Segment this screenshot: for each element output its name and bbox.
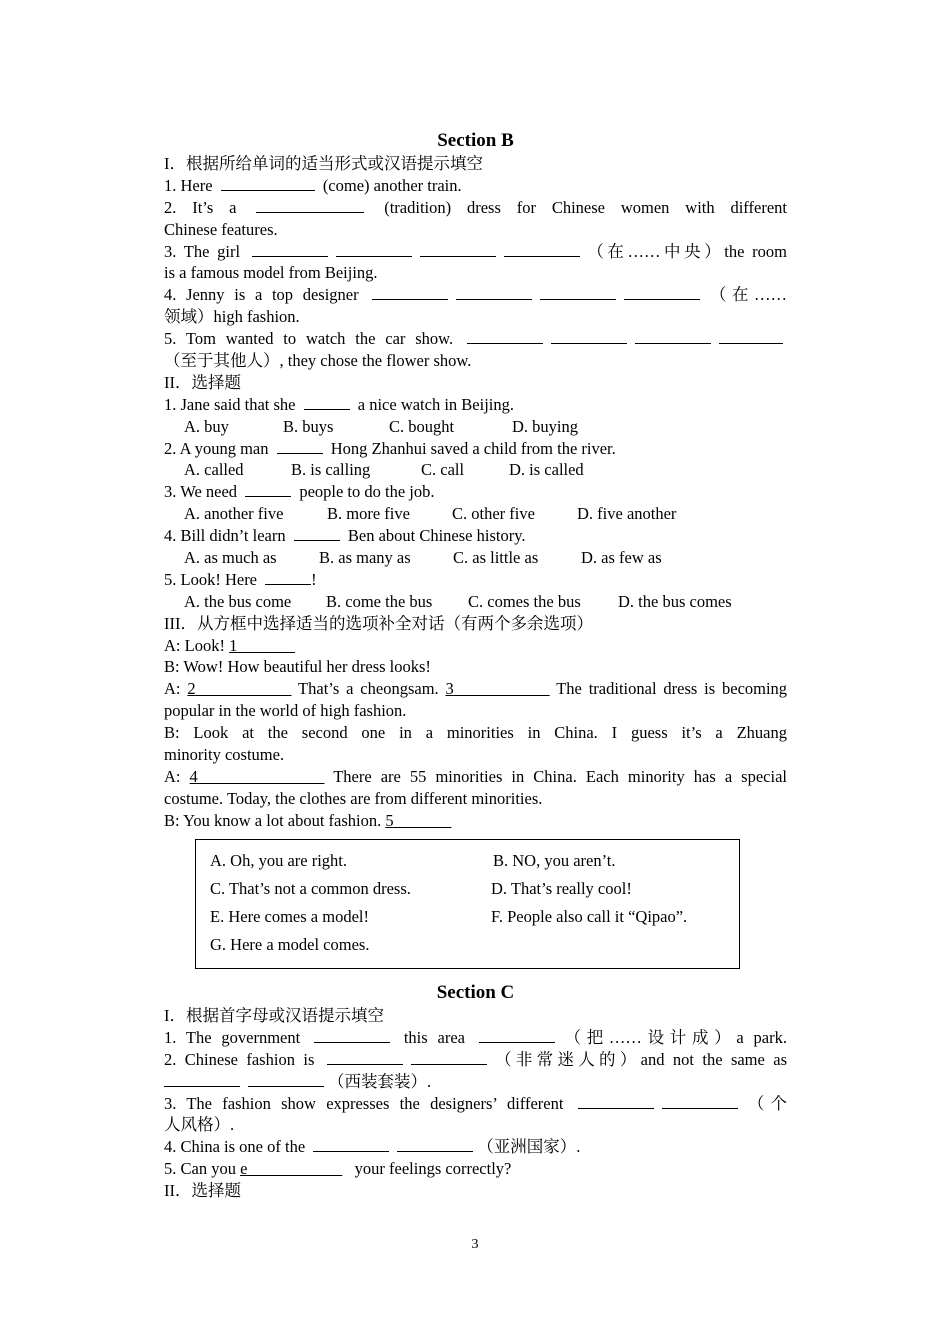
option[interactable]: C. other five [452,504,535,524]
b1-q5-cont: （至于其他人）, they chose the flower show. [164,351,472,371]
b2-q4-options [164,547,787,569]
b2-q2: 2. A young man Hong Zhanhui saved a child from the river. [164,438,616,458]
dialogue-4-cont: minority costume. [164,745,285,765]
b1-q3-cont: is a famous model from Beijing. [164,263,378,283]
blank[interactable] [578,1093,654,1109]
option-f[interactable]: F. People also call it “Qipao”. [491,907,688,926]
answer-blank-1[interactable]: 1 [229,635,238,655]
option[interactable]: A. buy [184,416,229,436]
dialogue-5-cont: costume. Today, the clothes are from different minorities. [164,788,543,808]
blank[interactable] [294,525,340,541]
blank[interactable] [540,284,616,300]
option[interactable]: B. as many as [319,548,411,568]
c1-q3: 3. The fashion show expresses the designers’ different （个 [164,1093,787,1113]
b2-q5-options [164,591,787,613]
option[interactable]: A. called [184,460,244,480]
blank[interactable] [248,1071,324,1087]
part1-heading: I．根据所给单词的适当形式或汉语提示填空 [164,154,483,173]
b2-q1-options [164,416,787,438]
option[interactable]: C. bought [389,416,455,436]
dialogue-4: B: Look at the second one in a minorities in China. I guess it’s a Zhuang [164,723,787,743]
blank[interactable] [314,1027,390,1043]
b2-q3: 3. We need people to do the job. [164,482,435,502]
option[interactable]: D. five another [577,504,677,524]
answer-blank-5[interactable]: 5 [385,810,394,830]
blank[interactable] [304,394,350,410]
blank[interactable] [164,1071,240,1087]
blank[interactable] [719,328,783,344]
section-c [164,980,787,1202]
b1-q2-cont: Chinese features. [164,219,278,239]
blank[interactable] [256,197,364,213]
b2-q5: 5. Look! Here ! [164,569,317,589]
blank[interactable] [662,1093,738,1109]
option[interactable]: C. call [421,460,465,480]
option[interactable]: A. another five [184,504,284,524]
worksheet-page [164,128,787,832]
blank[interactable] [624,284,700,300]
dialogue-3: A: 2 That’s a cheongsam. 3 The traditional dress is becoming [164,679,788,699]
option[interactable]: D. is called [509,460,584,480]
letter-blank[interactable]: e [240,1159,248,1179]
blank[interactable] [635,328,711,344]
blank[interactable] [252,241,328,257]
option[interactable]: B. more five [327,504,410,524]
option[interactable]: D. buying [512,416,578,436]
section-b-title: Section B [437,130,514,151]
c1-q2-cont: （西装套装）. [164,1071,787,1093]
blank[interactable] [327,1049,403,1065]
page-number: 3 [471,1237,479,1252]
answer-blank-4[interactable]: 4 [189,766,198,786]
b1-q4-cont: 领域）high fashion. [164,307,300,327]
blank[interactable] [551,328,627,344]
blank[interactable] [420,241,496,257]
option-c[interactable]: C. That’s not a common dress. [210,879,411,898]
option-g[interactable]: G. Here a model comes. [210,935,370,954]
c1-heading: I．根据首字母或汉语提示填空 [164,1006,384,1025]
c1-q5: 5. Can you e your feelings correctly? [164,1159,512,1179]
c1-q4: 4. China is one of the （亚洲国家）. [164,1137,581,1157]
c1-q2: 2. Chinese fashion is （非常迷人的）and not the same as [164,1049,788,1069]
dialogue-2: B: Wow! How beautiful her dress looks! [164,657,431,677]
dialogue-5: A: 4 There are 55 minorities in China. Each minority has a special [164,766,787,786]
blank[interactable] [479,1027,555,1043]
section-c-title: Section C [436,982,515,1003]
answer-blank-2[interactable]: 2 [187,679,196,699]
part2-heading: II．选择题 [164,372,241,392]
option-a[interactable]: A. Oh, you are right. [210,851,348,870]
b1-q5: 5. Tom wanted to watch the car show. [164,328,787,350]
blank[interactable] [372,284,448,300]
blank[interactable] [265,569,311,585]
dialogue-1: A: Look! 1 [164,635,787,657]
b1-q1: 1. Here (come) another train. [164,175,462,195]
blank[interactable] [336,241,412,257]
blank[interactable] [504,241,580,257]
c1-q3-cont: 人风格）. [164,1115,235,1135]
option[interactable]: D. as few as [581,548,662,568]
option[interactable]: B. buys [283,416,334,436]
answer-blank-3[interactable]: 3 [445,679,454,699]
option-b[interactable]: B. NO, you aren’t. [493,851,616,870]
option[interactable]: B. is calling [291,460,371,480]
blank[interactable] [277,438,323,454]
b2-q2-options [164,459,787,481]
dialogue-6: B: You know a lot about fashion. 5 [164,810,787,832]
option-e[interactable]: E. Here comes a model! [210,907,369,926]
option[interactable]: A. as much as [184,548,277,568]
c1-q1: 1. The government this area （把……设计成）a park. [164,1027,787,1047]
b1-q2: 2. It’s a (tradition) dress for Chinese women with different [164,197,787,217]
option-d[interactable]: D. That’s really cool! [491,879,632,898]
b1-q4: 4. Jenny is a top designer （在…… [164,285,787,305]
blank[interactable] [221,175,315,191]
c2-heading: II．选择题 [164,1181,241,1201]
blank[interactable] [456,284,532,300]
b2-q4: 4. Bill didn’t learn Ben about Chinese history. [164,526,526,546]
blank[interactable] [467,328,543,344]
b2-q3-options [164,503,787,525]
option[interactable]: A. the bus come [184,591,292,611]
options-box [195,839,740,969]
blank[interactable] [411,1049,487,1065]
option[interactable]: D. the bus comes [618,591,732,611]
b1-q3: 3. The girl （在……中央）the room [164,241,787,261]
blank[interactable] [397,1136,473,1152]
option[interactable]: B. come the bus [326,591,433,611]
dialogue-3-cont: popular in the world of high fashion. [164,701,407,721]
blank[interactable] [245,481,291,497]
blank[interactable] [313,1136,389,1152]
option[interactable]: C. comes the bus [468,591,581,611]
part3-heading: III．从方框中选择适当的选项补全对话（有两个多余选项） [164,613,593,633]
b2-q1: 1. Jane said that she a nice watch in Beijing. [164,394,515,414]
option[interactable]: C. as little as [453,548,539,568]
